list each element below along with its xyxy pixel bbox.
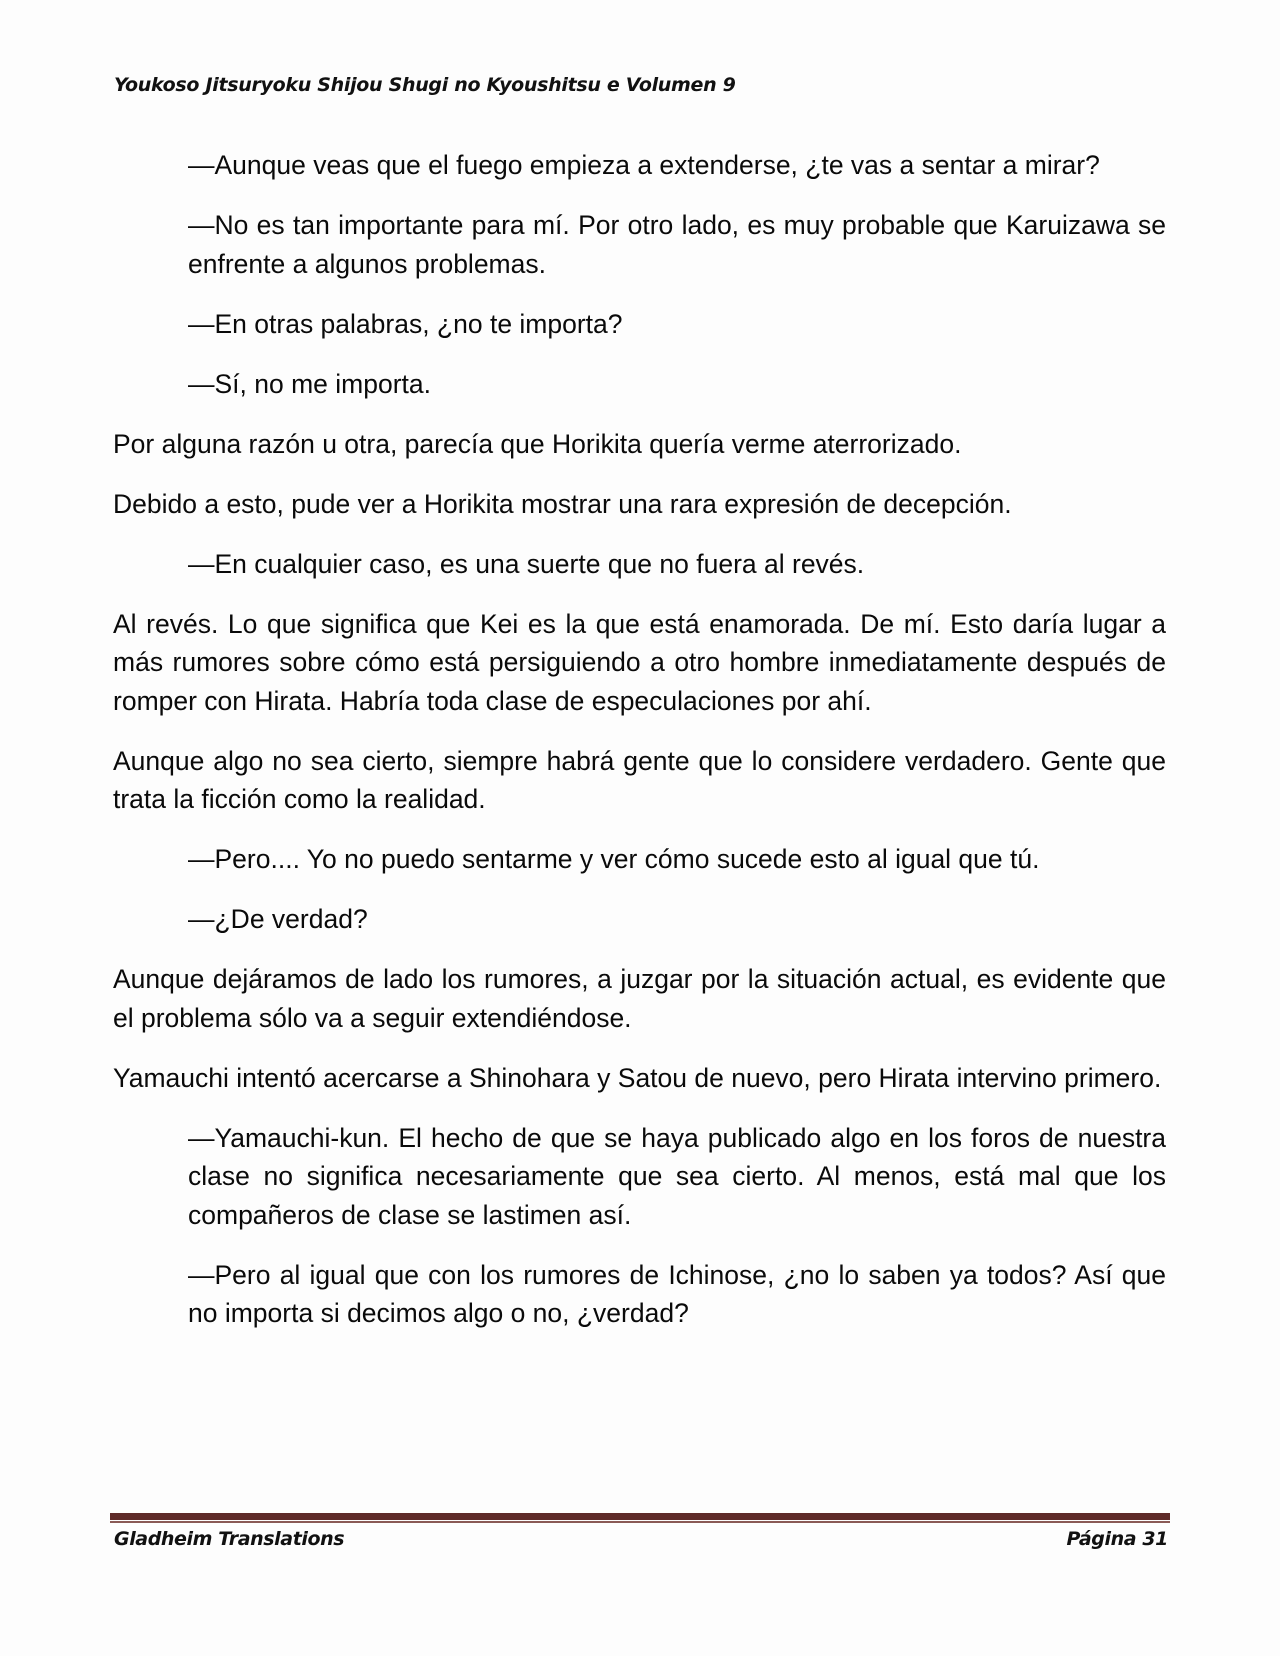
paragraph-narration: Debido a esto, pude ver a Horikita mostrar una rara expresión de decepción.: [113, 488, 1012, 519]
paragraph-narration: Aunque dejáramos de lado los rumores, a juzgar por la situación actual, es evidente que el problema sólo va a seguir extendiéndose.: [113, 964, 1166, 1033]
paragraph-dialogue: —En otras palabras, ¿no te importa?: [188, 308, 623, 339]
paragraph-narration: Al revés. Lo que significa que Kei es la que está enamorada. De mí. Esto daría lugar a más rumores sobre cómo está persiguiendo a otro hombre inmediatamente después de romper con Hirata. Habría toda clase de especulaciones por ahí.: [113, 608, 1166, 716]
footer-publisher: Gladheim Translations: [114, 1528, 345, 1550]
page-body: [113, 146, 1166, 1354]
paragraph-dialogue: —¿De verdad?: [188, 904, 368, 934]
paragraph-narration: Por alguna razón u otra, parecía que Horikita quería verme aterrorizado.: [113, 428, 962, 459]
paragraph-narration: Yamauchi intentó acercarse a Shinohara y Satou de nuevo, pero Hirata intervino primero.: [113, 1062, 1162, 1093]
paragraph-dialogue: —En cualquier caso, es una suerte que no fuera al revés.: [188, 548, 865, 579]
page-number: Página 31: [1066, 1528, 1168, 1550]
paragraph-dialogue: —Sí, no me importa.: [188, 368, 432, 399]
paragraph-dialogue: —Aunque veas que el fuego empieza a extenderse, ¿te vas a sentar a mirar?: [188, 150, 1100, 180]
paragraph-dialogue: —Pero.... Yo no puedo sentarme y ver cómo sucede esto al igual que tú.: [188, 844, 1040, 874]
running-header: Youkoso Jitsuryoku Shijou Shugi no Kyoushitsu e Volumen 9: [114, 74, 736, 96]
paragraph-dialogue: —No es tan importante para mí. Por otro lado, es muy probable que Karuizawa se enfrente a algunos problemas.: [188, 210, 1166, 279]
paragraph-dialogue: —Pero al igual que con los rumores de Ichinose, ¿no lo saben ya todos? Así que no importa si decimos algo o no, ¿verdad?: [188, 1259, 1166, 1328]
footer-rule-thin: [110, 1521, 1170, 1523]
footer-rule: [110, 1513, 1170, 1520]
paragraph-dialogue: —Yamauchi-kun. El hecho de que se haya publicado algo en los foros de nuestra clase no significa necesariamente que sea cierto. Al menos, está mal que los compañeros de clase se lastimen así.: [188, 1122, 1166, 1230]
paragraph-narration: Aunque algo no sea cierto, siempre habrá gente que lo considere verdadero. Gente que trata la ficción como la realidad.: [113, 745, 1166, 814]
